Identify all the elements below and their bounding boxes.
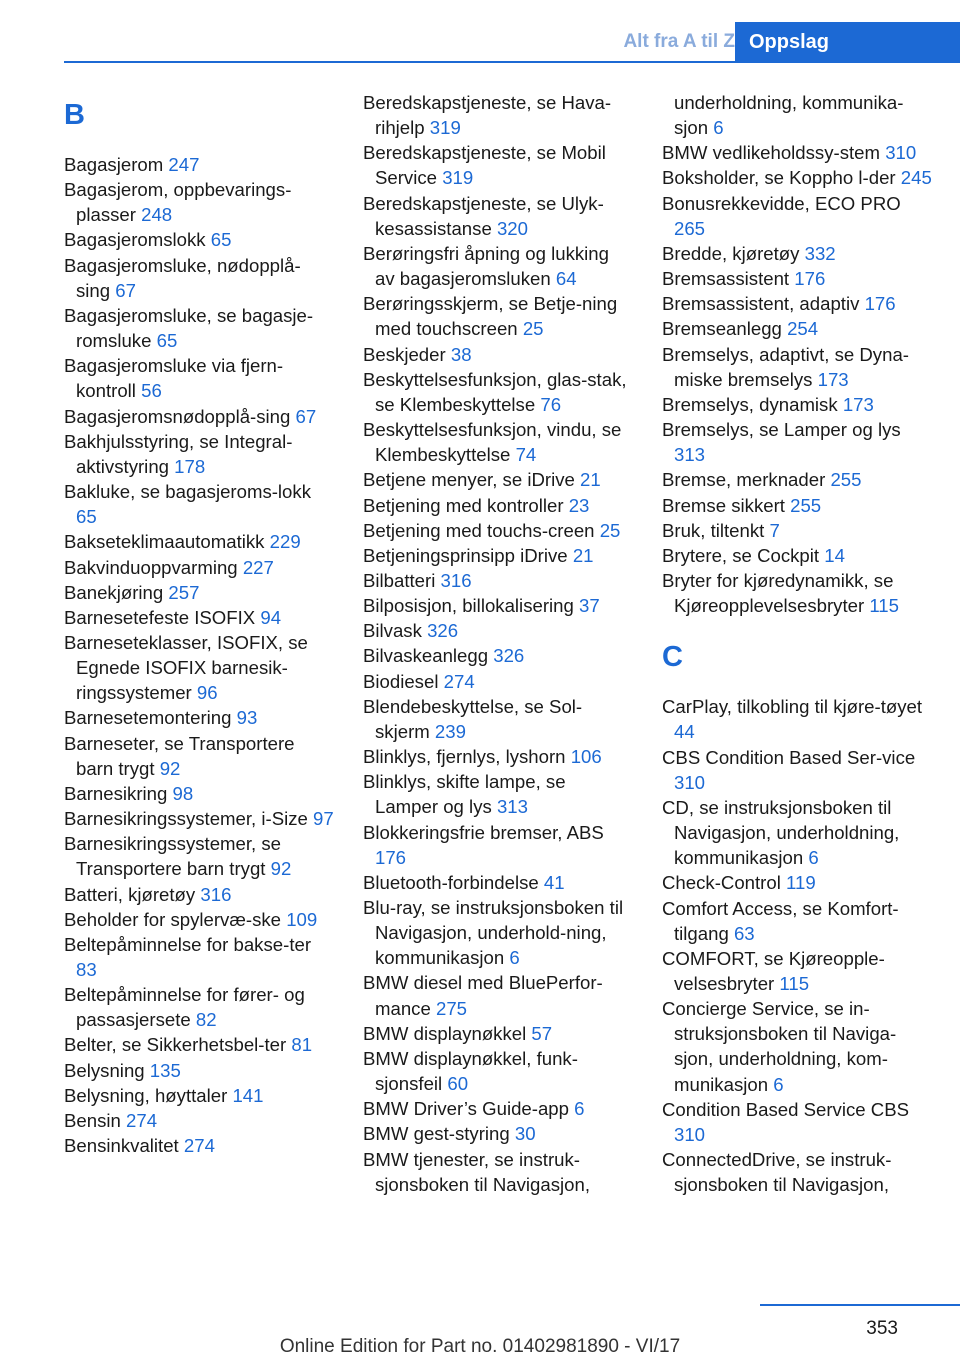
- index-entry-term: Bakvinduoppvarming: [64, 556, 238, 578]
- index-entry-term: Bagasjeromsnødopplå-sing: [64, 405, 291, 427]
- index-page-link[interactable]: 93: [236, 707, 258, 729]
- index-page-link[interactable]: 115: [869, 595, 899, 617]
- index-entry: [363, 643, 633, 668]
- index-page-link[interactable]: 21: [572, 544, 594, 566]
- index-entry-term: Bremselys, se Lamper og lys: [662, 419, 901, 441]
- index-page-link[interactable]: 248: [141, 204, 173, 226]
- index-entry-term: CD, se instruksjonsboken til Navigasjon, underholdning, kommunikasjon: [662, 796, 900, 869]
- index-entry: [662, 266, 932, 291]
- index-entry-term: Bakseteklimaautomatikk: [64, 531, 265, 553]
- index-entry: [64, 630, 334, 705]
- index-entry-term: Biodiesel: [363, 670, 439, 692]
- index-entry: [662, 1147, 932, 1197]
- index-entry: [363, 342, 633, 367]
- index-entry-list: [662, 694, 932, 1197]
- index-entry: [363, 543, 633, 568]
- index-page-link[interactable]: 41: [543, 871, 565, 893]
- index-entry-term: Bensinkvalitet: [64, 1135, 179, 1157]
- index-entry-term: Bremsassistent, adaptiv: [662, 293, 860, 315]
- index-entry-term: Beskjeder: [363, 343, 446, 365]
- index-entry: [363, 970, 633, 1020]
- index-entry-term: Batteri, kjøretøy: [64, 883, 196, 905]
- index-entry: [363, 291, 633, 341]
- index-entry: [662, 241, 932, 266]
- index-page-link[interactable]: 94: [260, 606, 282, 628]
- index-entry-term: Bremsassistent: [662, 268, 790, 290]
- index-page-link[interactable]: 316: [200, 883, 232, 905]
- index-entry: [363, 467, 633, 492]
- index-page-link[interactable]: 176: [375, 846, 407, 868]
- index-page-link[interactable]: 7: [769, 519, 780, 541]
- index-entry-term: Berøringsfri åpning og lukking av bagasjeromsluken: [363, 242, 609, 290]
- index-entry-term: Barnesetefeste ISOFIX: [64, 606, 256, 628]
- index-entry: [662, 518, 932, 543]
- index-entry: [662, 467, 932, 492]
- index-page-link[interactable]: 44: [674, 721, 695, 743]
- index-page-link[interactable]: 106: [570, 746, 602, 768]
- index-entry-term: Barnesikringssystemer, se Transportere barn trygt: [64, 833, 282, 880]
- index-page-link[interactable]: 64: [555, 268, 577, 290]
- index-entry: [662, 493, 932, 518]
- index-page-link[interactable]: 92: [159, 757, 181, 779]
- index-entry-term: Beltepåminnelse for fører- og passasjersete: [64, 984, 305, 1031]
- index-entry-term: Bluetooth-forbindelse: [363, 871, 539, 893]
- index-page-link[interactable]: 6: [574, 1098, 585, 1120]
- index-entry-term: Concierge Service, se in-struksjonsboken til Naviga-sjon, underholdning, kom-munikasjon: [662, 998, 897, 1095]
- index-entry-term: Banekjøring: [64, 581, 164, 603]
- index-entry-term: Belysning: [64, 1059, 145, 1081]
- index-entry-term: Bremse, merknader: [662, 469, 826, 491]
- index-page-link[interactable]: 23: [568, 494, 590, 516]
- index-entry: [363, 568, 633, 593]
- index-page-link[interactable]: 67: [115, 279, 136, 301]
- index-entry: [64, 1083, 334, 1108]
- index-entry-term: Comfort Access, se Komfort-tilgang: [662, 897, 899, 944]
- index-entry: [64, 932, 334, 982]
- index-entry: [363, 191, 633, 241]
- index-entry: [363, 870, 633, 895]
- page-header: [0, 0, 960, 62]
- index-entry: [363, 518, 633, 543]
- index-entry-term: Bagasjerom: [64, 154, 164, 175]
- index-page-link[interactable]: 254: [787, 318, 819, 340]
- index-entry: [662, 1097, 932, 1147]
- index-page-link[interactable]: 56: [141, 380, 162, 402]
- index-page-link[interactable]: 37: [579, 595, 600, 617]
- index-entry: [64, 1133, 334, 1158]
- index-page-link[interactable]: 255: [830, 469, 862, 491]
- index-entry-term: Beskyttelsesfunksjon, glas-stak, se Klembeskyttelse: [363, 368, 627, 415]
- index-page-link[interactable]: 109: [286, 908, 318, 930]
- index-page-link[interactable]: 227: [242, 556, 274, 578]
- index-page-link[interactable]: 6: [713, 117, 724, 139]
- index-entry-term: Bagasjeromsluke, se bagasje-romsluke: [64, 304, 314, 352]
- index-entry: [662, 745, 932, 795]
- index-entry-term: COMFORT, se Kjøreopple-velsesbryter: [662, 947, 885, 994]
- index-page-link[interactable]: 63: [733, 922, 755, 944]
- index-page-link[interactable]: 38: [450, 343, 472, 365]
- index-entry: [363, 769, 633, 819]
- index-entry: [363, 694, 633, 744]
- index-entry-list: [662, 90, 932, 618]
- index-entry-term: Blendebeskyttelse, se Sol-skjerm: [363, 695, 583, 742]
- index-entry-term: Betjening med kontroller: [363, 494, 564, 516]
- index-entry-term: CarPlay, tilkobling til kjøre-tøyet: [662, 696, 923, 718]
- index-page-link[interactable]: 310: [885, 142, 917, 164]
- index-page-link[interactable]: 229: [269, 531, 301, 553]
- index-entry-term: Belter, se Sikkerhetsbel-ter: [64, 1034, 287, 1056]
- index-entry-term: BMW diesel med BluePerfor-mance: [363, 972, 603, 1019]
- section-tab: Oppslag: [735, 22, 960, 62]
- index-column-2: [363, 90, 633, 1197]
- index-page-link[interactable]: 319: [429, 117, 461, 139]
- index-entry-term: Bensin: [64, 1109, 121, 1131]
- index-entry: [363, 90, 633, 140]
- index-entry-term: Bakluke, se bagasjeroms-lokk: [64, 481, 311, 503]
- page-number: 353: [866, 1318, 898, 1339]
- index-entry-list: [64, 152, 334, 1158]
- index-page-link[interactable]: 274: [126, 1109, 158, 1131]
- index-entry: [363, 820, 633, 870]
- index-entry-term: Beskyttelsesfunksjon, vindu, se Klembeskyttelse: [363, 419, 622, 466]
- index-entry: [662, 417, 932, 467]
- index-page-link[interactable]: 30: [514, 1123, 536, 1145]
- index-page-link[interactable]: 119: [786, 872, 816, 894]
- index-entry-term: Bremselys, dynamisk: [662, 393, 838, 415]
- index-page-link[interactable]: 313: [496, 796, 528, 818]
- index-entry-term: Bagasjeromslokk: [64, 229, 206, 251]
- index-entry-term: Barnesetemontering: [64, 707, 232, 729]
- section-title: Alt fra A til Z: [623, 31, 735, 52]
- index-page-link[interactable]: 332: [804, 242, 836, 264]
- index-entry: [64, 479, 334, 529]
- index-entry-term: Bryter for kjøredynamikk, se Kjøreopplevelsesbryter: [662, 569, 894, 617]
- index-entry-term: Condition Based Service CBS: [662, 1098, 910, 1120]
- index-page-link[interactable]: 25: [599, 519, 621, 541]
- index-page-link[interactable]: 6: [808, 847, 819, 869]
- index-page-link[interactable]: 81: [291, 1034, 313, 1056]
- index-page-link[interactable]: 310: [674, 771, 706, 793]
- index-page-link[interactable]: 274: [183, 1135, 215, 1157]
- index-page-link[interactable]: 96: [196, 682, 218, 704]
- index-entry: [662, 316, 932, 341]
- index-letter-heading: C: [662, 641, 683, 674]
- index-entry: [64, 1032, 334, 1057]
- index-page-link[interactable]: 245: [900, 167, 932, 189]
- index-page-link[interactable]: 65: [210, 229, 232, 251]
- index-page-link[interactable]: 25: [522, 318, 544, 340]
- index-entry-term: Barneseter, se Transportere barn trygt: [64, 732, 295, 779]
- index-entry-term: Boksholder, se Koppho l-der: [662, 167, 896, 189]
- index-entry-term: Barnesikring: [64, 782, 168, 804]
- index-column-1: [64, 90, 334, 1158]
- index-entry: [64, 429, 334, 479]
- index-entry-term: Beredskapstjeneste, se Mobil Service: [363, 142, 606, 189]
- index-entry-list: [363, 90, 633, 1197]
- index-page-link[interactable]: 21: [580, 469, 601, 491]
- index-entry-term: Bremse sikkert: [662, 494, 785, 516]
- index-page-link[interactable]: 275: [435, 997, 468, 1019]
- index-page-link[interactable]: 115: [779, 973, 810, 994]
- index-entry-term: BMW displaynøkkel: [363, 1022, 527, 1044]
- index-page-link[interactable]: 6: [773, 1073, 784, 1095]
- index-entry-term: Barneseteklasser, ISOFIX, se Egnede ISOFIX barnesik-ringssystemer: [64, 631, 308, 704]
- index-entry: [64, 806, 334, 831]
- index-entry: [662, 694, 932, 744]
- index-entry: [363, 140, 633, 190]
- index-page-link[interactable]: 176: [864, 293, 896, 315]
- index-entry: [64, 907, 334, 932]
- index-letter-heading: B: [64, 99, 85, 131]
- index-page-link[interactable]: 76: [540, 393, 562, 415]
- index-entry: [363, 367, 633, 417]
- index-entry-term: Check-Control: [662, 872, 781, 894]
- index-page-link[interactable]: 316: [440, 569, 472, 591]
- index-page-link[interactable]: 82: [195, 1009, 217, 1031]
- index-page-link[interactable]: 326: [493, 645, 525, 667]
- index-entry-term: BMW displaynøkkel, funk-sjonsfeil: [363, 1047, 578, 1095]
- index-entry: [363, 417, 633, 467]
- index-entry: [363, 669, 633, 694]
- index-entry: [363, 1121, 633, 1146]
- index-entry: [662, 191, 932, 241]
- index-entry: [363, 593, 633, 618]
- index-page-link[interactable]: 67: [295, 405, 317, 427]
- index-entry-term: ConnectedDrive, se instruk-sjonsboken til Navigasjon,: [662, 1149, 892, 1196]
- index-entry-term: Barnesikringssystemer, i-Size: [64, 808, 308, 830]
- index-entry: [64, 227, 334, 252]
- index-entry: [64, 731, 334, 781]
- index-page-link[interactable]: 141: [232, 1084, 264, 1106]
- index-entry-term: Bremseanlegg: [662, 318, 782, 340]
- index-entry: [64, 303, 334, 353]
- index-page-link[interactable]: 178: [174, 455, 206, 477]
- index-entry-term: Bakhjulsstyring, se Integral-aktivstyring: [64, 430, 293, 477]
- index-entry: [64, 605, 334, 630]
- index-entry-term: Blu-ray, se instruksjonsboken til Navigasjon, underhold-ning, kommunikasjon: [363, 897, 624, 969]
- index-entry: [662, 291, 932, 316]
- index-entry-term: BMW tjenester, se instruk-sjonsboken til Navigasjon,: [363, 1148, 590, 1195]
- index-entry-term: Bonusrekkevidde, ECO PRO: [662, 192, 901, 214]
- index-entry-term: Berøringsskjerm, se Betje-ning med touchscreen: [363, 293, 618, 340]
- index-entry: [64, 177, 334, 227]
- index-entry-term: Bagasjeromsluke, nødopplå-sing: [64, 254, 301, 301]
- index-entry: [662, 996, 932, 1097]
- index-entry: [363, 1147, 633, 1197]
- index-page-link[interactable]: 239: [434, 720, 466, 742]
- index-page-link[interactable]: 14: [824, 544, 845, 566]
- index-entry-term: Betjening med touchs-creen: [363, 519, 595, 541]
- index-entry: [64, 1108, 334, 1133]
- index-page-link[interactable]: 97: [313, 808, 334, 830]
- index-page-link[interactable]: 265: [674, 217, 706, 239]
- index-entry: [363, 1046, 633, 1096]
- index-entry-term: Betjene menyer, se iDrive: [363, 469, 575, 491]
- index-entry: [64, 580, 334, 605]
- index-entry-term: Belysning, høyttaler: [64, 1084, 228, 1106]
- index-entry: [64, 529, 334, 554]
- index-page-link[interactable]: 92: [270, 858, 292, 880]
- index-entry-term: Blokkeringsfrie bremser, ABS: [363, 821, 604, 843]
- index-page-link[interactable]: 310: [674, 1123, 706, 1145]
- index-entry-term: Beredskapstjeneste, se Hava-rihjelp: [363, 92, 612, 139]
- index-page-link[interactable]: 176: [794, 268, 826, 290]
- index-page-link[interactable]: 313: [674, 444, 706, 466]
- index-entry-term: Beredskapstjeneste, se Ulyk-kesassistanse: [363, 192, 604, 239]
- index-entry: [64, 705, 334, 730]
- index-page-link[interactable]: 173: [842, 393, 874, 415]
- index-page-link[interactable]: 83: [76, 959, 97, 980]
- index-entry: [662, 896, 932, 946]
- index-page-link[interactable]: 319: [442, 167, 474, 189]
- index-entry: [662, 795, 932, 870]
- index-page-link[interactable]: 274: [443, 670, 475, 692]
- index-entry: [64, 982, 334, 1032]
- index-entry: [363, 618, 633, 643]
- index-entry-term: Bilvask: [363, 620, 422, 642]
- index-entry-term: BMW gest-styring: [363, 1123, 510, 1145]
- index-entry: [363, 895, 633, 970]
- index-page-link[interactable]: 173: [817, 368, 849, 390]
- index-entry-term: Beltepåminnelse for bakse-ter: [64, 933, 312, 955]
- index-entry: [363, 1021, 633, 1046]
- index-page-link[interactable]: 57: [531, 1022, 553, 1044]
- index-entry-term: Betjeningsprinsipp iDrive: [363, 544, 568, 566]
- index-entry: [363, 241, 633, 291]
- index-page-link[interactable]: 255: [790, 494, 822, 516]
- index-column-3: [662, 90, 932, 1197]
- index-entry-term: underholdning, kommunika-sjon: [674, 92, 904, 139]
- index-entry: [363, 493, 633, 518]
- index-entry-term: BMW vedlikeholdssy-stem: [662, 142, 881, 164]
- index-page-link[interactable]: 65: [76, 506, 97, 528]
- index-entry-term: Bagasjeromsluke via fjern-kontroll: [64, 355, 284, 402]
- index-entry-term: Bredde, kjøretøy: [662, 242, 800, 264]
- index-entry-term: Bruk, tiltenkt: [662, 519, 765, 541]
- index-entry: [363, 1096, 633, 1121]
- index-entry-term: Bilposisjon, billokalisering: [363, 595, 574, 617]
- index-entry-term: CBS Condition Based Ser-vice: [662, 746, 916, 768]
- index-entry: [662, 870, 932, 895]
- index-entry: [662, 342, 932, 392]
- index-entry-term: BMW Driver’s Guide-app: [363, 1098, 569, 1120]
- index-entry-term: Bremselys, adaptivt, se Dyna-miske bremselys: [662, 343, 909, 390]
- index-entry: [662, 90, 932, 140]
- index-entry: [363, 744, 633, 769]
- index-entry: [662, 140, 932, 165]
- index-page-link[interactable]: 326: [427, 620, 459, 642]
- index-entry: [64, 781, 334, 806]
- index-page-link[interactable]: 247: [168, 154, 200, 175]
- index-page-link[interactable]: 257: [168, 581, 200, 603]
- index-entry-term: Blinklys, skifte lampe, se Lamper og lys: [363, 771, 566, 818]
- index-entry: [662, 543, 932, 568]
- index-entry-term: Bilvaskeanlegg: [363, 645, 489, 667]
- index-page-link[interactable]: 60: [447, 1073, 469, 1095]
- index-entry-term: Beholder for spylervæ-ske: [64, 908, 282, 930]
- index-entry: [64, 1058, 334, 1083]
- index-entry-term: Bilbatteri: [363, 569, 436, 591]
- index-entry: [662, 165, 932, 190]
- index-entry: [64, 831, 334, 881]
- header-rule: [64, 61, 960, 63]
- index-page-link[interactable]: 98: [172, 782, 194, 804]
- index-page-link[interactable]: 74: [515, 444, 537, 466]
- footer-rule: [760, 1304, 960, 1306]
- index-entry-term: Blinklys, fjernlys, lyshorn: [363, 746, 566, 768]
- index-entry: [64, 152, 334, 177]
- index-entry: [662, 946, 932, 996]
- index-entry: [64, 404, 334, 429]
- index-page-link[interactable]: 6: [509, 947, 520, 969]
- index-entry-term: Brytere, se Cockpit: [662, 544, 820, 566]
- index-page-link[interactable]: 135: [149, 1059, 181, 1081]
- index-entry-term: Bagasjerom, oppbevarings-plasser: [64, 179, 292, 226]
- edition-footer: Online Edition for Part no. 01402981890 - VI/17: [279, 1336, 681, 1357]
- index-entry: [64, 882, 334, 907]
- index-page-link[interactable]: 65: [156, 330, 178, 352]
- index-entry: [662, 392, 932, 417]
- index-page-link[interactable]: 320: [496, 217, 528, 239]
- index-entry: [64, 353, 334, 403]
- index-entry: [64, 555, 334, 580]
- index-entry: [662, 568, 932, 618]
- index-entry: [64, 253, 334, 303]
